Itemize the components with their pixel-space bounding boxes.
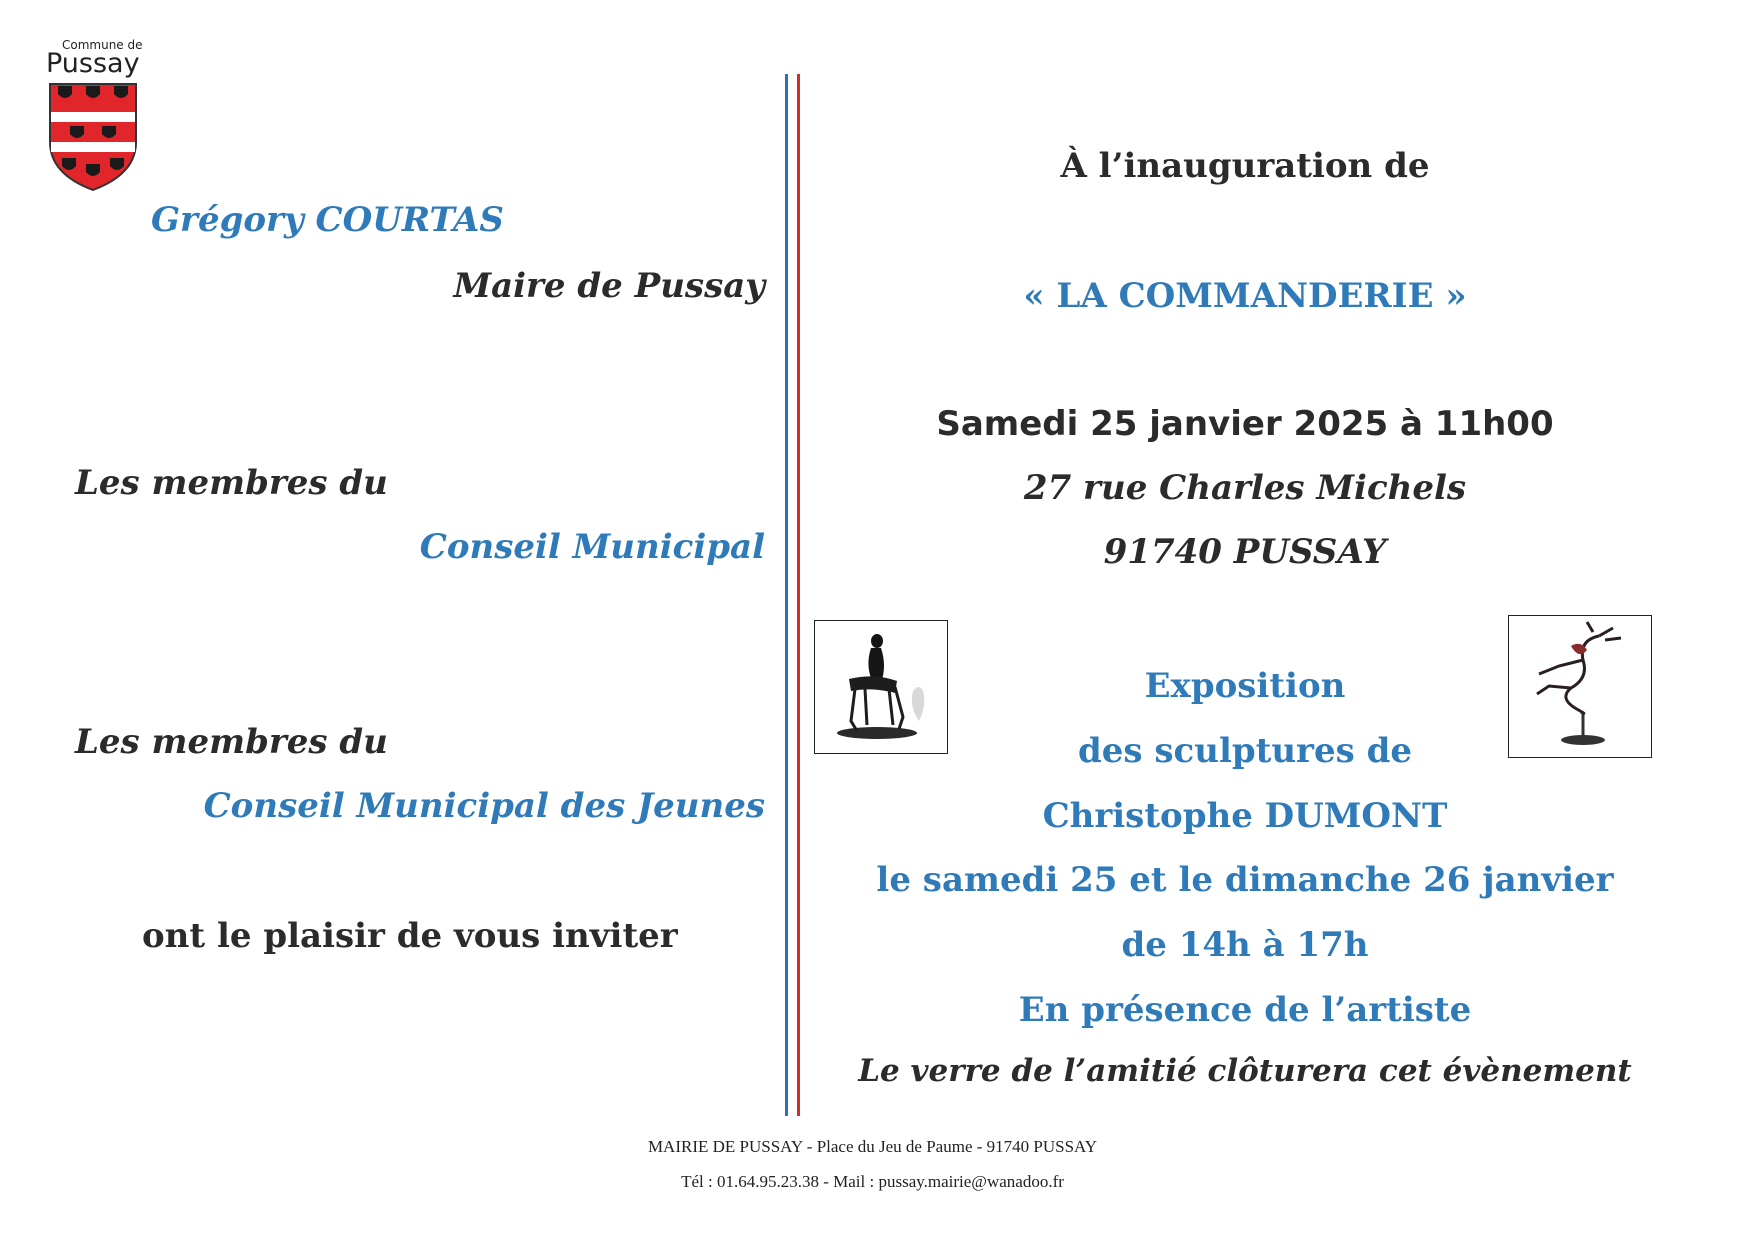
members-label-2: Les membres du xyxy=(75,722,388,762)
invitation-text: ont le plaisir de vous inviter xyxy=(142,916,678,956)
youth-council: Conseil Municipal des Jeunes xyxy=(203,786,765,826)
logo-commune-de-text: Commune de xyxy=(62,38,143,52)
logo-town-text: Pussay xyxy=(46,48,140,79)
coat-of-arms-icon xyxy=(48,82,138,192)
closing-note: Le verre de l’amitié clôturera cet évènement xyxy=(858,1053,1632,1089)
inauguration-heading: À l’inauguration de xyxy=(1060,146,1430,186)
exhibition-hours: de 14h à 17h xyxy=(1121,925,1369,965)
event-address: 27 rue Charles Michels xyxy=(1023,468,1467,508)
members-label-1: Les membres du xyxy=(75,463,388,503)
footer-contact: Tél : 01.64.95.23.38 - Mail : pussay.mairie@wanadoo.fr xyxy=(681,1172,1064,1191)
mayor-name: Grégory COURTAS xyxy=(151,200,504,240)
divider-blue-line xyxy=(785,74,788,1116)
exhibition-days: le samedi 25 et le dimanche 26 janvier xyxy=(876,860,1614,900)
event-zip-city: 91740 PUSSAY xyxy=(1103,532,1387,572)
venue-name: « LA COMMANDERIE » xyxy=(1023,276,1467,316)
sculptures-text: des sculptures de xyxy=(1078,731,1412,771)
artist-presence: En présence de l’artiste xyxy=(1018,990,1472,1030)
footer-address: MAIRIE DE PUSSAY - Place du Jeu de Paume - 91740 PUSSAY xyxy=(647,1137,1098,1156)
exhibition-heading: Exposition xyxy=(1144,666,1346,706)
municipal-council: Conseil Municipal xyxy=(419,527,765,567)
artist-name: Christophe DUMONT xyxy=(1042,796,1448,836)
mayor-role: Maire de Pussay xyxy=(453,266,765,306)
event-date: Samedi 25 janvier 2025 à 11h00 xyxy=(936,404,1554,444)
divider-red-line xyxy=(797,74,800,1116)
